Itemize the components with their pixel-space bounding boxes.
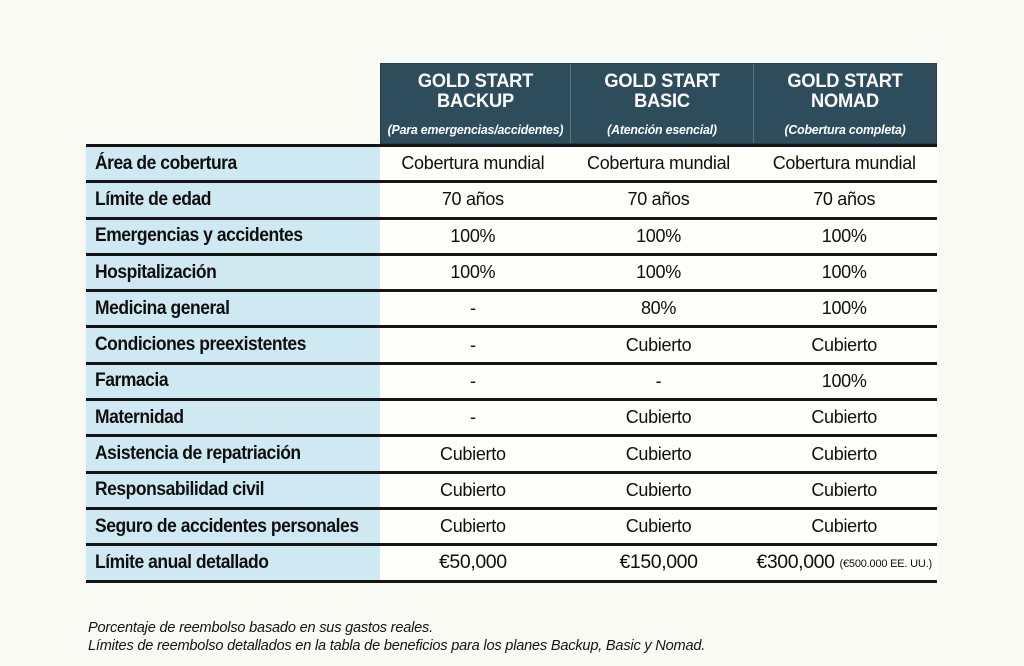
cell-backup	[380, 546, 566, 579]
plan-header-nomad	[753, 64, 936, 143]
plan-title	[577, 72, 748, 112]
cell-value: Cobertura mundial	[587, 153, 730, 174]
cell-basic	[566, 147, 752, 180]
cell-basic	[566, 256, 752, 289]
table-row-area-cobertura	[86, 144, 937, 180]
table-row-emergencias	[86, 217, 937, 253]
cell-value: -	[469, 334, 476, 355]
plan-subtitle: (Atención esencial)	[607, 122, 717, 137]
cell-nomad	[751, 365, 937, 398]
cell-nomad	[751, 328, 937, 361]
cell-backup	[380, 147, 566, 180]
footnotes	[88, 619, 705, 656]
cell-value: Cubierto	[625, 443, 692, 464]
cell-nomad	[751, 183, 937, 216]
cell-value: Cubierto	[440, 443, 506, 464]
plan-subtitle: (Para emergencias/accidentes)	[387, 122, 564, 137]
plan-title-line2: NOMAD	[811, 90, 879, 112]
cell-basic	[566, 220, 752, 253]
cell-value: 100%	[821, 298, 867, 319]
plan-title-line1: GOLD START	[787, 71, 903, 92]
cell-basic	[566, 510, 752, 543]
cell-value: Cubierto	[811, 407, 877, 428]
cell-value: Cubierto	[625, 479, 692, 500]
cell-value: Cobertura mundial	[772, 153, 916, 174]
plan-subtitle: (Cobertura completa)	[784, 122, 906, 137]
plan-comparison-table	[86, 63, 937, 583]
row-label-text: Límite de edad	[95, 188, 211, 210]
cell-backup	[380, 437, 566, 470]
cell-backup	[380, 183, 566, 216]
row-label	[86, 292, 380, 325]
row-label	[86, 437, 380, 470]
plan-title-line1: GOLD START	[417, 71, 534, 92]
cell-basic	[566, 328, 752, 361]
cell-nomad	[751, 401, 937, 434]
row-label-text: Límite anual detallado	[95, 551, 269, 573]
table-row-condiciones-preexistentes	[86, 325, 937, 361]
plan-title-line2: BACKUP	[437, 90, 514, 112]
row-label-text: Responsabilidad civil	[95, 479, 265, 501]
cell-backup	[380, 292, 566, 325]
cell-backup	[380, 401, 566, 434]
row-label-text: Maternidad	[95, 406, 184, 428]
cell-value: 70 años	[627, 189, 690, 210]
cell-value: 70 años	[813, 189, 876, 210]
cell-value: 80%	[640, 298, 677, 319]
cell-backup	[380, 256, 566, 289]
cell-nomad	[751, 546, 937, 579]
table-row-responsabilidad-civil	[86, 471, 937, 507]
footnote-line-1: Porcentaje de reembolso basado en sus gastos reales.	[88, 619, 434, 636]
cell-basic	[566, 474, 752, 507]
plan-header-backup	[381, 64, 570, 143]
cell-basic	[566, 546, 752, 579]
row-label	[86, 256, 380, 289]
row-label	[86, 510, 380, 543]
cell-nomad	[751, 256, 937, 289]
row-label-text: Área de cobertura	[95, 152, 237, 174]
cell-nomad	[751, 147, 937, 180]
cell-value: -	[469, 370, 476, 391]
table-row-seguro-accidentes	[86, 507, 937, 543]
cell-value: 100%	[636, 225, 681, 246]
cell-value: -	[469, 298, 476, 319]
plan-title-line2: BASIC	[634, 90, 690, 112]
plan-header-row	[380, 63, 937, 144]
row-label	[86, 546, 380, 579]
row-label	[86, 147, 380, 180]
row-label	[86, 365, 380, 398]
cell-backup	[380, 474, 566, 507]
row-label	[86, 220, 380, 253]
cell-value: Cobertura mundial	[401, 153, 545, 174]
cell-value: -	[469, 407, 476, 428]
cell-value: 100%	[450, 262, 496, 283]
cell-nomad	[751, 220, 937, 253]
cell-backup	[380, 510, 566, 543]
cell-value: Cubierto	[811, 334, 877, 355]
table-body	[86, 144, 937, 583]
cell-value-note: (€500.000 EE. UU.)	[839, 558, 932, 571]
cell-backup	[380, 220, 566, 253]
cell-value: Cubierto	[811, 516, 877, 537]
cell-value: Cubierto	[440, 516, 506, 537]
footnote-line-2: Límites de reembolso detallados en la tabla de beneficios para los planes Backup, Basic y Nomad.	[88, 637, 706, 655]
row-label-text: Emergencias y accidentes	[95, 225, 303, 247]
cell-basic	[566, 365, 752, 398]
cell-value: 100%	[821, 370, 867, 391]
row-label-text: Seguro de accidentes personales	[95, 515, 359, 537]
row-label-text: Condiciones preexistentes	[95, 334, 306, 356]
cell-nomad	[751, 474, 937, 507]
cell-value: €50,000	[438, 551, 507, 574]
cell-nomad	[751, 437, 937, 470]
cell-value: €300,000	[756, 551, 835, 574]
table-row-hospitalizacion	[86, 253, 937, 289]
table-row-farmacia	[86, 362, 937, 398]
cell-basic	[566, 292, 752, 325]
cell-backup	[380, 365, 566, 398]
plan-title	[760, 72, 931, 112]
cell-value: 100%	[450, 225, 496, 246]
cell-value: 100%	[821, 262, 867, 283]
row-label	[86, 183, 380, 216]
cell-value: -	[655, 370, 662, 391]
row-label-text: Medicina general	[95, 297, 230, 319]
cell-value: 100%	[636, 262, 681, 283]
row-label	[86, 474, 380, 507]
cell-nomad	[751, 292, 937, 325]
cell-value: Cubierto	[440, 479, 506, 500]
plan-header-basic	[570, 64, 753, 143]
cell-value: €150,000	[619, 551, 698, 574]
cell-basic	[566, 437, 752, 470]
cell-value: Cubierto	[811, 443, 877, 464]
table-row-repatriacion	[86, 434, 937, 470]
row-label-text: Asistencia de repatriación	[95, 443, 301, 465]
row-label-text: Farmacia	[95, 370, 169, 392]
table-row-maternidad	[86, 398, 937, 434]
row-label	[86, 401, 380, 434]
cell-value: Cubierto	[811, 479, 877, 500]
row-label-text: Hospitalización	[95, 261, 217, 283]
cell-value: 100%	[821, 225, 867, 246]
table-row-medicina-general	[86, 289, 937, 325]
table-row-limite-edad	[86, 180, 937, 216]
cell-value: Cubierto	[625, 334, 692, 355]
cell-value: Cubierto	[625, 516, 692, 537]
plan-title	[387, 72, 565, 112]
row-label	[86, 328, 380, 361]
cell-basic	[566, 183, 752, 216]
table-row-limite-anual	[86, 543, 937, 582]
cell-nomad	[751, 510, 937, 543]
cell-value: 70 años	[441, 189, 504, 210]
cell-value: Cubierto	[625, 407, 692, 428]
plan-title-line1: GOLD START	[604, 71, 720, 92]
cell-backup	[380, 328, 566, 361]
cell-basic	[566, 401, 752, 434]
